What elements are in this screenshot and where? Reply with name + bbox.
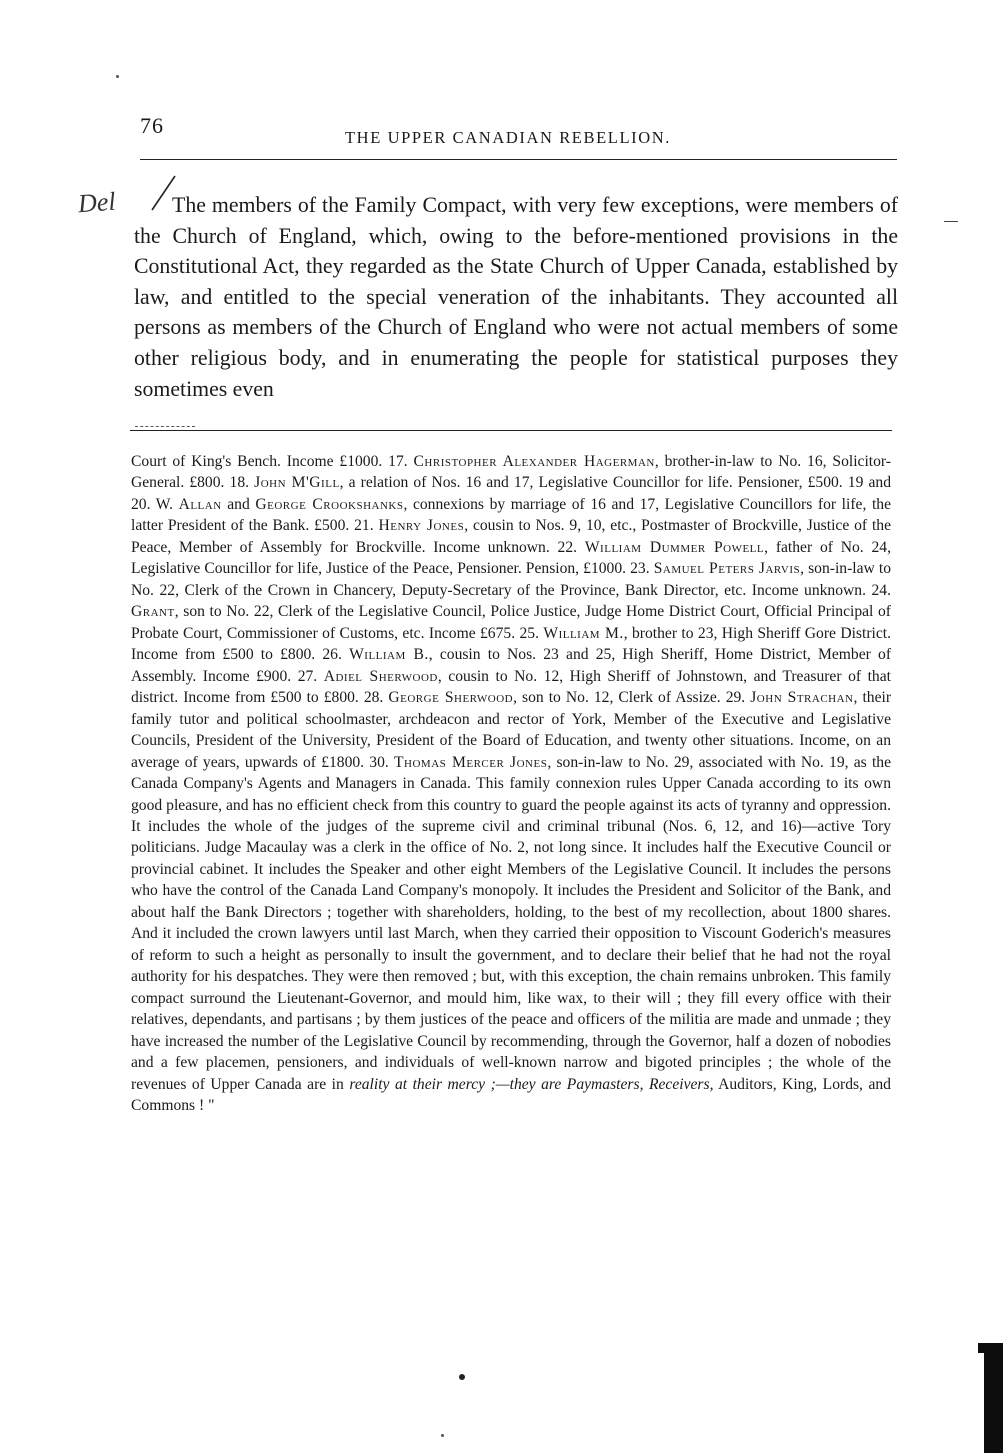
footnote-name: William B.	[349, 646, 429, 664]
footnote-text: , son-in-law to No. 29, associated with No. 19, as the Canada Company's Agents and Managers in Canada. This family connexion rules Upper Canada according to its own good pleasure, and has no efficient check from this country to guard the people against its acts of tyranny and oppression. It includes the whole of the judges of the supreme civil and criminal tribunal (Nos. 6, 12, and 16)—active Tory politicians. Judge Macaulay was a clerk in the office of No. 2, not long since. It includes half the Executive Council or provincial cabinet. It includes the Speaker and other eight Members of the Legislative Council. It includes the persons who have the control of the Canada Land Company's monopoly. It includes the President and Solicitor of the Bank, and about half the Bank Directors ; together with shareholders, holding, to the best of my recollection, about 1800 shares. And it included the crown lawyers until last March, when they carried their opposition to Viscount Goderich's measures of reform to such a height as personally to insult the government, and to declare their belief that he had not the royal authority for his despatches. They were then removed ; but, with this exception, the chain remains unbroken. This family compact surround the Lieutenant-Governor, and mould him, like wax, to their will ; they fill every office with their relatives, dependants, and partisans ; by them justices of the peace and officers of the militia are made and unmade ; they have increased the number of the Legislative Council by recommending, through the Governor, half a dozen of nobodies and a few placemen, pensioners, and individuals of well-known narrow and bigoted principles ; the whole of the revenues of Upper Canada are in	[131, 753, 891, 1093]
footnote-text: , son to No. 12, Clerk of Assize. 29.	[513, 689, 751, 707]
page-number: 76	[140, 113, 164, 138]
footnote-name: William M.	[543, 624, 624, 642]
footnote-text: , cousin to Nos. 9, 10, etc., Postmaster of Brockville, Justice of the Peace, Member of Assembly for Brockville. Income unknown. 22.	[131, 517, 891, 556]
footnote-text: , son-in-law to No. 22, Clerk of the Crown in Chancery, Deputy-Secretary of the Province, Bank Director, etc. Income unknown. 24.	[131, 560, 891, 599]
footnote-text: , brother-in-law to No. 16, Solicitor-General. £800. 18.	[131, 453, 891, 492]
bottom-dot	[459, 1374, 465, 1380]
footnote-rule	[130, 430, 892, 431]
footnote-text: Auditors, King, Lords, and Commons ! "	[131, 1075, 891, 1115]
footnote-name: Thomas Mercer Jones	[394, 753, 548, 771]
bottom-dot	[441, 1434, 444, 1437]
running-head: THE UPPER CANADIAN REBELLION.	[345, 128, 671, 147]
footnote-text: , father of No. 24, Legislative Councillor for life, Justice of the Peace, Pensioner. Pension, £1000. 23.	[131, 538, 891, 578]
footnote-text: , a relation of Nos. 16 and 17, Legislative Councillor for life. Pensioner, £500. 19 and 20. W.	[131, 474, 891, 513]
footnote-name: John Strachan	[750, 689, 854, 707]
footnote-name: Allan	[178, 495, 222, 513]
margin-tick-mark	[944, 221, 958, 222]
footnote-name: Christopher Alexander Hagerman	[413, 453, 655, 470]
footnote	[131, 451, 891, 1117]
footnote-text: , connexions by marriage of 16 and 17, Legislative Councillors for life, the latter President of the Bank. £500. 21.	[131, 495, 891, 535]
footnote-text: Court of King's Bench. Income £1000. 17.	[131, 453, 414, 470]
footnote-text: and	[221, 495, 256, 513]
footnote-name: Grant	[131, 603, 175, 621]
footnote-italic-text: reality at their mercy ;—they are Paymasters, Receivers,	[349, 1075, 714, 1093]
footnote-text: , cousin to Nos. 23 and 25, High Sheriff, Home District, Member of Assembly. Income £900. 27.	[131, 646, 892, 685]
footnote-name: Samuel Peters Jarvis	[653, 560, 801, 578]
footnote-name: Henry Jones	[378, 517, 465, 535]
footnote-dash-rule	[135, 426, 195, 427]
main-paragraph: The members of the Family Compact, with very few exceptions, were members of the Church of England, which, owing to the before-mentioned provisions in the Constitutional Act, they regarded as the State Church of Upper Canada, established by law, and entitled to the special veneration of the inhabitants. They accounted all persons as members of the Church of England who were not actual members of some other religious body, and in enumerating the people for statistical purposes they sometimes even	[134, 193, 898, 401]
footnote-name: George Crookshanks	[255, 495, 404, 513]
footnote-name: Adiel Sherwood	[323, 667, 438, 685]
footnote-text: , son to No. 22, Clerk of the Legislative Council, Police Justice, Judge Home District Court, Official Principal of Probate Court, Commissioner of Customs, etc. Income £675. 25.	[131, 603, 891, 642]
stray-dot	[116, 75, 119, 78]
scan-edge-mark	[984, 1346, 1003, 1453]
footnote-text: , their family tutor and political schoolmaster, archdeacon and rector of York, Member of the Executive and Legislative Councils, President of the University, President of the Board of Education, and twenty other situations. Income, on an average of years, upwards of £1800. 30.	[131, 689, 892, 771]
footnote-text: , brother to 23, High Sheriff Gore District. Income from £500 to £800. 26.	[131, 624, 891, 664]
header-rule	[140, 159, 897, 160]
footnote-name: William Dummer Powell	[584, 538, 765, 556]
footnote-name: George Sherwood	[388, 689, 514, 707]
footnote-text: , cousin to No. 12, High Sheriff of Johnstown, and Treasurer of that district. Income from £500 to £800. 28.	[131, 667, 891, 707]
margin-annotation: Del	[76, 186, 117, 219]
footnote-name: John M'Gill	[254, 474, 340, 492]
